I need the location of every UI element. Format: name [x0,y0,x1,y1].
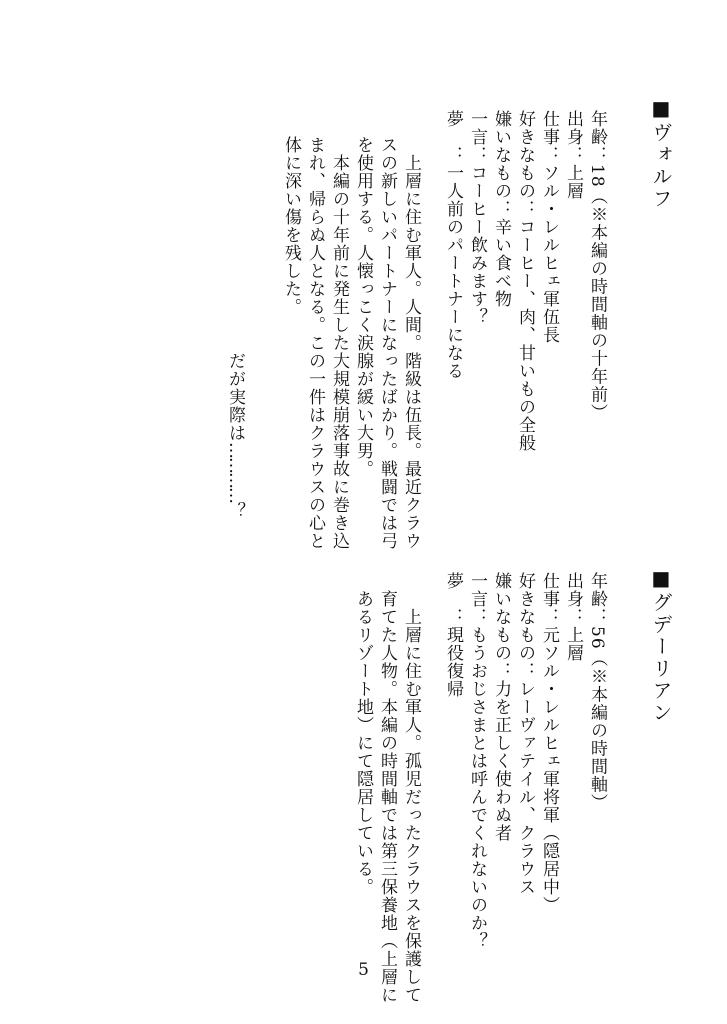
wolf-heading [649,96,673,210]
wolf-profile-dream: 夢 ：一人前のパートナーになる [443,110,463,380]
wolf-description-line: 上層に住む軍人。人間。階級は伍長。最近クラウ [401,136,421,550]
gudelian-heading-text: ■グデーリアン [649,566,673,724]
wolf-description-line: スの新しいパートナーになったばかり。戦闘では弓 [377,136,397,550]
gudelian-profile-job: 仕事：元ソル・レルヒェ軍将軍（隠居中） [539,572,559,914]
wolf-profile-origin: 出身：上層 [563,110,583,200]
wolf-profile-job: 仕事：ソル・レルヒェ軍伍長 [539,110,559,344]
gudelian-description-line: あるリゾート地）にて隠居している。 [353,590,373,896]
wolf-description-line: まれ、帰らぬ人となる。この一件はクラウスの心と [305,136,325,550]
gudelian-profile-likes: 好きなもの：レーヴァテイル、クラウス [515,572,535,896]
wolf-profile-dislikes: 嫌いなもの：辛い食べ物 [491,110,511,308]
wolf-teaser-text: だが実際は [225,352,245,442]
gudelian-profile-quote: 一言：もうおじさまとは呼んでくれないのか？ [467,572,487,950]
wolf-profile-quote: 一言：コーヒー飲みます？ [467,110,487,326]
wolf-description-line: を使用する。人懐っこく涙腺が緩い大男。 [353,136,373,478]
wolf-teaser-line [223,352,247,517]
wolf-teaser [223,352,247,517]
wolf-profile [441,110,609,452]
page-number: 5 [358,960,369,980]
wolf-description-line: 本編の十年前に発生した大規模崩落事故に巻き込 [329,136,349,550]
wolf-profile-likes: 好きなもの：コーヒー、肉、甘いもの全般 [515,110,535,452]
wolf-description [279,136,423,550]
gudelian-profile [441,572,609,950]
gudelian-description-line: 育てた人物。本編の時間軸では第三保養地（上層に [377,590,397,1004]
gudelian-profile-dream: 夢 ：現役復帰 [443,572,463,698]
wolf-heading-text: ■ヴォルフ [649,96,673,210]
gudelian-profile-dislikes: 嫌いなもの：力を正しく使わぬ者 [491,572,511,842]
wolf-profile-age: 年齢：18（※本編の時間軸の十年前） [587,110,607,422]
wolf-description-line: 体に深い傷を残した。 [281,136,301,316]
gudelian-profile-age: 年齢：56（※本編の時間軸） [587,572,607,812]
wolf-teaser-dots: …………？ [225,442,245,517]
gudelian-profile-origin: 出身：上層 [563,572,583,662]
gudelian-heading [649,566,673,724]
gudelian-description-line: 上層に住む軍人。孤児だったクラウスを保護して [401,590,421,1004]
gudelian-description [351,590,423,1004]
